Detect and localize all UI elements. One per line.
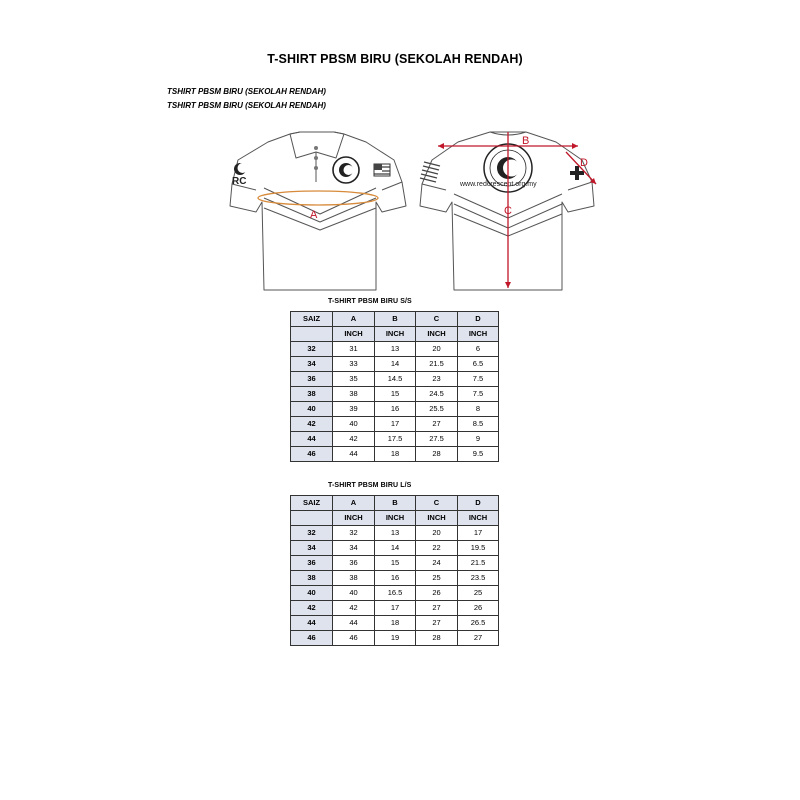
table-cell: 19.5	[458, 541, 499, 556]
table-cell: 46	[291, 631, 333, 646]
table-cell: 28	[416, 631, 458, 646]
table-cell: 32	[333, 526, 375, 541]
table-cell: 24	[416, 556, 458, 571]
table-cell: 13	[375, 342, 416, 357]
table-cell: B	[375, 312, 416, 327]
table-cell: 33	[333, 357, 375, 372]
size-table-ss	[290, 311, 499, 462]
table-row	[291, 586, 499, 601]
table-cell: 42	[291, 417, 333, 432]
table-row	[291, 571, 499, 586]
table-cell: 16	[375, 571, 416, 586]
table-cell: 36	[291, 372, 333, 387]
table-cell: 40	[333, 417, 375, 432]
table-cell: SAIZ	[291, 496, 333, 511]
table-cell: 32	[291, 526, 333, 541]
table-units-row	[291, 327, 499, 342]
table-cell: 14	[375, 357, 416, 372]
table-cell: 21.5	[458, 556, 499, 571]
front-collar	[290, 132, 344, 158]
table-cell: D	[458, 312, 499, 327]
table-cell: 42	[333, 601, 375, 616]
table-cell: 44	[333, 447, 375, 462]
table-cell: 38	[333, 387, 375, 402]
table-cell: INCH	[375, 327, 416, 342]
table-cell: 40	[291, 402, 333, 417]
table-cell: 17	[375, 601, 416, 616]
table-cell: C	[416, 496, 458, 511]
table-cell: 23	[416, 372, 458, 387]
table-cell: 32	[291, 342, 333, 357]
table-cell: 25	[458, 586, 499, 601]
table-cell: 46	[291, 447, 333, 462]
table-cell: B	[375, 496, 416, 511]
table-cell: INCH	[416, 327, 458, 342]
front-logo	[333, 157, 359, 183]
table-cell: 27	[416, 616, 458, 631]
front-shirt-outline	[230, 132, 406, 290]
table-row	[291, 526, 499, 541]
sleeve-rc-text: RC	[232, 176, 247, 187]
table-header-row	[291, 312, 499, 327]
table-row	[291, 556, 499, 571]
table-cell: 42	[291, 601, 333, 616]
website-text: www.redcrescent.org.my	[460, 181, 537, 188]
table-cell: 16.5	[375, 586, 416, 601]
table-cell: 26	[416, 586, 458, 601]
label-b: B	[522, 135, 530, 147]
subtitle-1: TSHIRT PBSM BIRU (SEKOLAH RENDAH)	[167, 87, 326, 96]
table-cell: 19	[375, 631, 416, 646]
table-cell: 34	[291, 357, 333, 372]
table-row	[291, 357, 499, 372]
table-cell: 9.5	[458, 447, 499, 462]
table-cell: 40	[333, 586, 375, 601]
table-cell: 9	[458, 432, 499, 447]
table-cell: 14	[375, 541, 416, 556]
table-row	[291, 372, 499, 387]
table-row	[291, 447, 499, 462]
table-cell: 27	[416, 601, 458, 616]
subtitle-2: TSHIRT PBSM BIRU (SEKOLAH RENDAH)	[167, 101, 326, 110]
table-cell: 44	[333, 616, 375, 631]
table-row	[291, 402, 499, 417]
table-header-row	[291, 496, 499, 511]
table-cell: 34	[291, 541, 333, 556]
table-cell: 25.5	[416, 402, 458, 417]
size-table-ss-body	[291, 312, 499, 462]
table-cell: 39	[333, 402, 375, 417]
table-cell: 40	[291, 586, 333, 601]
table-cell: 24.5	[416, 387, 458, 402]
table-cell: INCH	[458, 327, 499, 342]
table-row	[291, 432, 499, 447]
malaysia-flag-patch	[374, 164, 390, 176]
table-cell: INCH	[416, 511, 458, 526]
table-cell: 38	[291, 571, 333, 586]
table-cell: C	[416, 312, 458, 327]
table-cell: INCH	[375, 511, 416, 526]
table-cell	[291, 511, 333, 526]
sleeve-crescent-icon	[234, 163, 248, 175]
table-cell: 34	[333, 541, 375, 556]
table-ls-title: T-SHIRT PBSM BIRU L/S	[328, 482, 412, 489]
table-cell: 18	[375, 616, 416, 631]
size-table-ls	[290, 495, 499, 646]
table-cell: 15	[375, 387, 416, 402]
table-cell: 35	[333, 372, 375, 387]
table-cell: 27	[458, 631, 499, 646]
table-row	[291, 601, 499, 616]
table-row	[291, 541, 499, 556]
table-cell: INCH	[333, 511, 375, 526]
table-cell: SAIZ	[291, 312, 333, 327]
table-cell: 20	[416, 526, 458, 541]
table-cell: 8	[458, 402, 499, 417]
table-cell: 42	[333, 432, 375, 447]
measure-a-ellipse	[258, 191, 378, 205]
table-cell: 20	[416, 342, 458, 357]
table-cell: 17.5	[375, 432, 416, 447]
table-cell: 18	[375, 447, 416, 462]
label-d: D	[580, 157, 588, 169]
size-table-ls-body	[291, 496, 499, 646]
table-row	[291, 616, 499, 631]
label-c: C	[504, 205, 512, 217]
table-cell: 27.5	[416, 432, 458, 447]
table-row	[291, 631, 499, 646]
table-cell: 26	[458, 601, 499, 616]
table-cell: D	[458, 496, 499, 511]
table-cell: 17	[458, 526, 499, 541]
table-row	[291, 342, 499, 357]
table-cell: 22	[416, 541, 458, 556]
table-cell: A	[333, 496, 375, 511]
table-cell: INCH	[333, 327, 375, 342]
table-cell: 6.5	[458, 357, 499, 372]
table-cell: 21.5	[416, 357, 458, 372]
table-cell: 23.5	[458, 571, 499, 586]
table-cell: 27	[416, 417, 458, 432]
table-cell: 26.5	[458, 616, 499, 631]
table-cell: 7.5	[458, 387, 499, 402]
table-row	[291, 387, 499, 402]
table-cell: 6	[458, 342, 499, 357]
shirt-illustration	[226, 122, 602, 298]
label-a: A	[310, 209, 318, 221]
table-row	[291, 417, 499, 432]
table-cell: 38	[291, 387, 333, 402]
table-cell: 46	[333, 631, 375, 646]
table-cell: 38	[333, 571, 375, 586]
table-cell: 31	[333, 342, 375, 357]
table-ss-title: T-SHIRT PBSM BIRU S/S	[328, 298, 412, 305]
page-title: T-SHIRT PBSM BIRU (SEKOLAH RENDAH)	[267, 52, 523, 66]
table-cell: 28	[416, 447, 458, 462]
table-cell: 44	[291, 616, 333, 631]
table-cell: INCH	[458, 511, 499, 526]
table-cell: 13	[375, 526, 416, 541]
table-cell: 15	[375, 556, 416, 571]
table-cell	[291, 327, 333, 342]
table-cell: 7.5	[458, 372, 499, 387]
table-cell: 8.5	[458, 417, 499, 432]
table-cell: A	[333, 312, 375, 327]
table-cell: 25	[416, 571, 458, 586]
front-buttons	[314, 146, 318, 170]
table-cell: 14.5	[375, 372, 416, 387]
table-units-row	[291, 511, 499, 526]
table-cell: 44	[291, 432, 333, 447]
table-cell: 16	[375, 402, 416, 417]
table-cell: 36	[291, 556, 333, 571]
table-cell: 17	[375, 417, 416, 432]
table-cell: 36	[333, 556, 375, 571]
